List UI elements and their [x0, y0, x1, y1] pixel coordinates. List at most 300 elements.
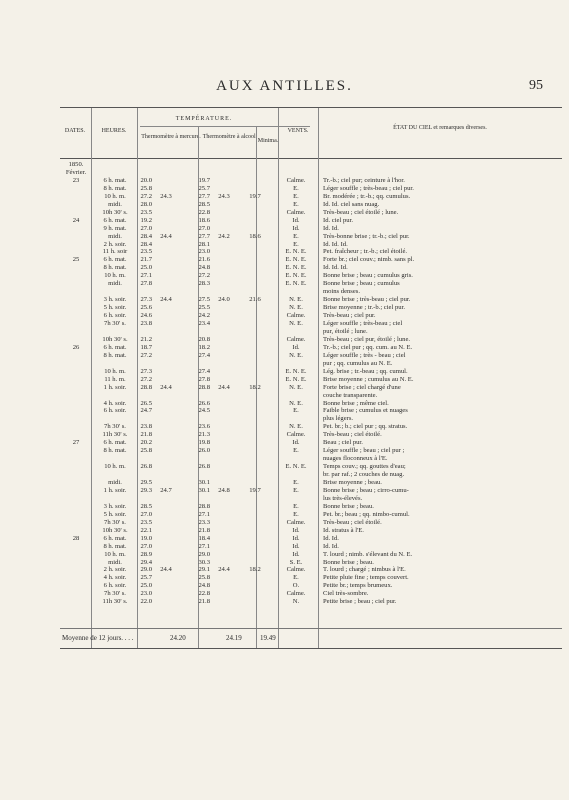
mercure-mean-cell: 24.7: [160, 486, 172, 494]
vent-cell: Calme.: [286, 590, 306, 598]
etat-cell: Petite pluie fine ; temps couvert.: [323, 574, 409, 582]
hour-cell: 6 h. mat.: [103, 343, 127, 351]
table-row: [60, 360, 562, 368]
vent-cell: N.: [292, 598, 300, 606]
hour-cell: 3 h. soir.: [103, 502, 127, 510]
table-row: [60, 264, 562, 272]
vent-cell: N. E.: [289, 423, 303, 431]
date-cell: 1850.: [68, 161, 84, 168]
mercure-value-cell: 27.8: [140, 280, 152, 288]
table-row: [60, 280, 562, 288]
table-row: [60, 225, 562, 233]
mercure-value-cell: 19.0: [140, 534, 152, 542]
vent-cell: Id.: [292, 224, 300, 232]
hour-cell: 4 h. soir.: [103, 574, 127, 582]
mercure-value-cell: 27.3: [140, 367, 152, 375]
mercure-mean-cell: 24.4: [160, 232, 172, 240]
etat-cell: Bonne brise ; beau.: [323, 558, 374, 566]
table-row: [60, 590, 562, 598]
table-row: [60, 511, 562, 519]
table-row: [60, 209, 562, 217]
hour-cell: 5 h. soir.: [103, 510, 127, 518]
page-title: AUX ANTILLES.: [216, 78, 353, 94]
table-row: [60, 519, 562, 527]
mercure-value-cell: 27.1: [140, 272, 152, 280]
hour-cell: 6 h. mat.: [103, 176, 127, 184]
table-row: [60, 551, 562, 559]
table-row: [60, 296, 562, 304]
hour-cell: 7h 30' s.: [104, 423, 126, 431]
mercure-value-cell: 29.0: [140, 566, 152, 574]
etat-cell: pur, étoilé ; lune.: [323, 327, 368, 335]
mercure-value-cell: 25.6: [140, 304, 152, 312]
hour-cell: 11 h. soir: [102, 248, 128, 256]
temperature-rule: [140, 126, 310, 127]
date-cell: 24: [72, 216, 80, 224]
mercure-value-cell: 28.5: [140, 502, 152, 510]
table-row: [60, 455, 562, 463]
alcool-value-cell: 27.1: [198, 542, 210, 550]
mercure-value-cell: 23.5: [140, 248, 152, 256]
average-alcool: 24.19: [226, 634, 242, 642]
vent-cell: Calme.: [286, 176, 306, 184]
minima-cell: 18.2: [249, 566, 261, 574]
hour-cell: 10 h. m.: [104, 272, 126, 280]
vent-cell: N. E.: [289, 296, 303, 304]
alcool-value-cell: 22.8: [198, 208, 210, 216]
vent-cell: E.: [293, 232, 299, 240]
alcool-value-cell: 28.1: [198, 240, 210, 248]
vent-cell: N. E.: [289, 399, 303, 407]
table-row: [60, 288, 562, 296]
table-row: [60, 185, 562, 193]
table-row: [60, 169, 562, 177]
minima-cell: 21.6: [249, 296, 261, 304]
vent-cell: N. E.: [289, 383, 303, 391]
vent-cell: E.: [293, 510, 299, 518]
table-row: [60, 535, 562, 543]
vent-cell: E.: [293, 502, 299, 510]
alcool-value-cell: 28.8: [198, 383, 210, 391]
table-row: [60, 352, 562, 360]
alcool-value-cell: 27.0: [198, 224, 210, 232]
vent-cell: N. E.: [289, 320, 303, 327]
etat-cell: Ciel très-sombre.: [323, 590, 369, 598]
etat-cell: Bonne brise ; beau.: [323, 502, 374, 510]
hour-cell: 6 h. soir.: [103, 407, 127, 415]
date-cell: 25: [72, 256, 80, 264]
vent-cell: E.: [293, 200, 299, 208]
alcool-value-cell: 27.8: [198, 375, 210, 383]
mercure-value-cell: 25.0: [140, 264, 152, 272]
alcool-value-cell: 24.8: [198, 582, 210, 590]
vent-cell: E. N. E.: [285, 463, 307, 471]
vent-cell: E. N. E.: [285, 264, 307, 272]
etat-cell: Pet. fraîcheur ; tr.-b.; ciel étoilé.: [323, 248, 408, 256]
etat-cell: Id. Id.: [323, 224, 339, 232]
etat-cell: nuages floconneux à l'E.: [323, 455, 388, 463]
hour-cell: 8 h. mat.: [103, 351, 127, 359]
vent-cell: Id.: [292, 550, 300, 558]
hour-cell: midi.: [108, 558, 122, 566]
hour-cell: 6 h. mat.: [103, 439, 127, 447]
mercure-value-cell: 28.8: [140, 383, 152, 391]
vent-cell: E. N. E.: [285, 367, 307, 375]
etat-cell: Bonne brise ; même ciel.: [323, 399, 389, 407]
header-thermo-alcool: Thermomètre à alcool.: [202, 134, 258, 140]
vent-cell: Calme.: [286, 208, 306, 216]
hour-cell: 10 h. m.: [104, 367, 126, 375]
average-mercure: 24.20: [170, 634, 186, 642]
etat-cell: T. lourd ; nimb. s'élevant du N. E.: [323, 550, 413, 558]
mercure-value-cell: 24.7: [140, 407, 152, 415]
mercure-value-cell: 27.0: [140, 510, 152, 518]
etat-cell: Bonne brise ; beau ; cirro-cumu-: [323, 486, 409, 494]
etat-cell: Id. Id.: [323, 534, 339, 542]
table-row: [60, 161, 562, 169]
vent-cell: Id.: [292, 534, 300, 542]
vent-cell: E.: [293, 447, 299, 455]
etat-cell: pur ; qq. cumulus au N. E.: [323, 359, 393, 367]
mercure-mean-cell: 24.3: [160, 192, 172, 200]
vent-cell: E. N. E.: [285, 375, 307, 383]
mercure-value-cell: 23.8: [140, 423, 152, 431]
hour-cell: 7h 30' s.: [104, 590, 126, 598]
etat-cell: Bonne brise ; beau ; cumulus gris.: [323, 272, 413, 280]
hour-cell: 10 h. m.: [104, 550, 126, 558]
header-etat: ÉTAT DU CIEL et remarques diverses.: [393, 125, 487, 131]
vent-cell: Id.: [292, 439, 300, 447]
hour-cell: 7h 30' s.: [104, 320, 126, 327]
table-row: [60, 177, 562, 185]
etat-cell: moins denses.: [323, 288, 360, 296]
alcool-value-cell: 30.1: [198, 479, 210, 486]
alcool-value-cell: 19.8: [198, 439, 210, 447]
table-row: [60, 415, 562, 423]
header-temperature: TEMPÉRATURE.: [175, 116, 233, 122]
etat-cell: Pet. br.; beau ; qq. nimbo-cumul.: [323, 510, 410, 518]
mercure-value-cell: 27.2: [140, 375, 152, 383]
header-vents: VENTS.: [287, 128, 309, 134]
alcool-value-cell: 26.8: [198, 463, 210, 471]
mercure-value-cell: 23.5: [140, 208, 152, 216]
alcool-value-cell: 22.8: [198, 590, 210, 598]
mercure-value-cell: 22.1: [140, 526, 152, 534]
table-row: [60, 487, 562, 495]
vent-cell: E. N. E.: [285, 280, 307, 288]
alcool-value-cell: 21.8: [198, 598, 210, 606]
mercure-value-cell: 25.8: [140, 447, 152, 455]
vent-cell: Calme.: [286, 431, 306, 439]
alcool-value-cell: 27.7: [198, 232, 210, 240]
hour-cell: 5 h. soir.: [103, 304, 127, 312]
alcool-value-cell: 26.6: [198, 399, 210, 407]
table-row: [60, 201, 562, 209]
alcool-value-cell: 28.3: [198, 280, 210, 288]
mercure-value-cell: 22.0: [140, 598, 152, 606]
date-cell: 27: [72, 439, 80, 447]
mercure-value-cell: 23.5: [140, 518, 152, 526]
mercure-value-cell: 21.7: [140, 256, 152, 264]
vent-cell: N. E.: [289, 351, 303, 359]
mercure-value-cell: 27.2: [140, 351, 152, 359]
vent-cell: Calme.: [286, 518, 306, 526]
etat-cell: Id. Id. ciel sans nuag.: [323, 200, 380, 208]
hour-cell: midi.: [108, 232, 122, 240]
etat-cell: Id. ciel pur.: [323, 216, 354, 224]
alcool-value-cell: 27.7: [198, 192, 210, 200]
etat-cell: br. par raf.; 2 couches de nuag.: [323, 471, 405, 479]
alcool-value-cell: 21.3: [198, 431, 210, 439]
etat-cell: Très-beau ; ciel étoilé.: [323, 431, 382, 439]
table-row: [60, 328, 562, 336]
table-row: [60, 272, 562, 280]
mercure-value-cell: 23.0: [140, 590, 152, 598]
alcool-mean-cell: 24.2: [218, 232, 230, 240]
table-row: [60, 447, 562, 455]
etat-cell: Léger souffle ; très - beau ; ciel: [323, 351, 406, 359]
table-row: [60, 344, 562, 352]
table-row: [60, 392, 562, 400]
hour-cell: 10h 30' s.: [102, 208, 128, 216]
mercure-value-cell: 27.2: [140, 192, 152, 200]
alcool-value-cell: 29.0: [198, 550, 210, 558]
alcool-value-cell: 28.8: [198, 502, 210, 510]
hour-cell: 3 h. soir.: [103, 296, 127, 304]
table-row: [60, 233, 562, 241]
etat-cell: Très-beau ; ciel étoilé ; lune.: [323, 208, 399, 216]
mercure-value-cell: 29.3: [140, 486, 152, 494]
table-row: [60, 543, 562, 551]
hour-cell: 7h 30' s.: [104, 518, 126, 526]
vent-cell: E.: [293, 486, 299, 494]
hour-cell: midi.: [108, 280, 122, 288]
table-row: [60, 368, 562, 376]
alcool-value-cell: 27.4: [198, 351, 210, 359]
mercure-value-cell: 25.0: [140, 582, 152, 590]
etat-cell: Lég. brise ; tr.-beau ; qq. cumul.: [323, 367, 408, 375]
table-header: [60, 108, 562, 159]
etat-cell: Id. Id. Id.: [323, 264, 348, 272]
mercure-value-cell: 28.4: [140, 232, 152, 240]
etat-cell: Faible brise ; cumulus et nuages: [323, 407, 408, 415]
alcool-mean-cell: 24.4: [218, 383, 230, 391]
alcool-value-cell: 20.8: [198, 335, 210, 343]
table-row: [60, 384, 562, 392]
etat-cell: Brise moyenne ; beau.: [323, 479, 382, 486]
etat-cell: T. lourd ; chargé ; nimbus à l'E.: [323, 566, 406, 574]
table-row: [60, 407, 562, 415]
etat-cell: Petite brise ; beau ; ciel pur.: [323, 598, 397, 606]
alcool-value-cell: 18.4: [198, 534, 210, 542]
etat-cell: couche transparente.: [323, 391, 378, 399]
alcool-value-cell: 27.4: [198, 367, 210, 375]
hour-cell: 1 h. soir.: [103, 486, 127, 494]
table-row: [60, 336, 562, 344]
table-row: [60, 527, 562, 535]
hour-cell: 4 h. soir.: [103, 399, 127, 407]
table-row: [60, 217, 562, 225]
etat-cell: Forte br.; ciel couv.; nimb. sans pl.: [323, 256, 415, 264]
date-cell: 26: [72, 343, 80, 351]
alcool-value-cell: 23.4: [198, 320, 210, 327]
page-header: [0, 78, 569, 98]
vent-cell: E.: [293, 192, 299, 200]
header-minima: Minima.: [257, 138, 279, 144]
alcool-value-cell: 19.7: [198, 176, 210, 184]
etat-cell: Très-beau ; ciel pur.: [323, 312, 376, 320]
hour-cell: 10 h. m.: [104, 463, 126, 471]
mercure-mean-cell: 24.4: [160, 296, 172, 304]
vent-cell: E.: [293, 574, 299, 582]
vent-cell: Calme.: [286, 566, 306, 574]
vent-cell: E. N. E.: [285, 256, 307, 264]
hour-cell: 6 h. mat.: [103, 256, 127, 264]
etat-cell: Bonne brise ; très-beau ; ciel pur.: [323, 296, 411, 304]
vent-cell: E.: [293, 479, 299, 486]
hour-cell: 9 h. mat.: [103, 224, 127, 232]
alcool-value-cell: 24.8: [198, 264, 210, 272]
etat-cell: Bonne brise ; beau ; cumulus: [323, 280, 400, 288]
table-row: [60, 463, 562, 471]
etat-cell: Très-bonne brise ; tr.-b.; ciel pur.: [323, 232, 410, 240]
mercure-value-cell: 28.9: [140, 550, 152, 558]
header-dates: DATES.: [64, 128, 86, 134]
hour-cell: 6 h. soir.: [103, 582, 127, 590]
etat-cell: lus très-élevés.: [323, 494, 363, 502]
vent-cell: O.: [292, 582, 300, 590]
meteorological-table: [60, 107, 562, 649]
mercure-value-cell: 28.0: [140, 200, 152, 208]
alcool-mean-cell: 24.3: [218, 192, 230, 200]
table-row: [60, 495, 562, 503]
header-thermo-mercure: Thermomètre à mercure.: [141, 134, 201, 140]
date-cell: Février.: [65, 168, 87, 176]
date-cell: 23: [72, 176, 80, 184]
hour-cell: midi.: [108, 200, 122, 208]
table-row: [60, 598, 562, 606]
hour-cell: 2 h. soir.: [103, 566, 127, 574]
mercure-mean-cell: 24.4: [160, 383, 172, 391]
alcool-value-cell: 24.5: [198, 407, 210, 415]
etat-cell: Forte brise ; ciel chargé d'une: [323, 383, 401, 391]
hour-cell: 11h 30' s.: [102, 598, 128, 606]
alcool-value-cell: 21.8: [198, 526, 210, 534]
table-row: [60, 193, 562, 201]
alcool-value-cell: 28.5: [198, 200, 210, 208]
minima-cell: 19.7: [249, 486, 261, 494]
page-number: 95: [529, 78, 543, 93]
hour-cell: 8 h. mat.: [103, 542, 127, 550]
table-row: [60, 376, 562, 384]
etat-cell: Brise moyenne ; tr.-b.; ciel pur.: [323, 304, 406, 312]
table-row: [60, 431, 562, 439]
etat-cell: Tr.-b.; ciel pur; ceinture à l'hor.: [323, 176, 405, 184]
etat-cell: Léger souffle ; très-beau ; ciel: [323, 320, 403, 327]
table-row: [60, 312, 562, 320]
vent-cell: E.: [293, 407, 299, 415]
mercure-value-cell: 18.7: [140, 343, 152, 351]
vent-cell: Calme.: [286, 312, 306, 320]
hour-cell: 10h 30' s.: [102, 335, 128, 343]
etat-cell: Tr.-b.; ciel pur ; qq. cum. au N. E.: [323, 343, 413, 351]
mercure-value-cell: 29.5: [140, 479, 152, 486]
table-row: [60, 400, 562, 408]
etat-cell: Brise moyenne ; cumulus au N. E.: [323, 375, 414, 383]
hour-cell: 2 h. soir.: [103, 240, 127, 248]
mercure-value-cell: 27.0: [140, 224, 152, 232]
etat-cell: Beau ; ciel pur.: [323, 439, 363, 447]
mercure-value-cell: 21.2: [140, 335, 152, 343]
table-row: [60, 423, 562, 431]
table-row: [60, 479, 562, 487]
table-row: [60, 566, 562, 574]
mercure-value-cell: 29.4: [140, 558, 152, 566]
etat-cell: Très-beau ; ciel étoilé.: [323, 518, 382, 526]
minima-cell: 18.2: [249, 383, 261, 391]
vent-cell: E.: [293, 240, 299, 248]
mercure-value-cell: 20.0: [140, 176, 152, 184]
etat-cell: Très-beau ; ciel pur, étoilé ; lune.: [323, 335, 411, 343]
mercure-value-cell: 21.8: [140, 431, 152, 439]
table-row: [60, 320, 562, 328]
mercure-value-cell: 25.7: [140, 574, 152, 582]
header-heures: HEURES.: [101, 128, 127, 134]
vent-cell: Id.: [292, 216, 300, 224]
hour-cell: 8 h. mat.: [103, 447, 127, 455]
hour-cell: 1 h. soir.: [103, 383, 127, 391]
alcool-mean-cell: 24.4: [218, 566, 230, 574]
alcool-value-cell: 25.8: [198, 574, 210, 582]
vent-cell: Id.: [292, 343, 300, 351]
vent-cell: N. E.: [289, 304, 303, 312]
mercure-value-cell: 24.6: [140, 312, 152, 320]
etat-cell: Id. Id. Id.: [323, 240, 348, 248]
hour-cell: 11h 30' s.: [102, 431, 128, 439]
hour-cell: 11 h. m.: [104, 375, 126, 383]
alcool-value-cell: 21.6: [198, 256, 210, 264]
vent-cell: E. N. E.: [285, 248, 307, 256]
vent-cell: Id.: [292, 526, 300, 534]
vent-cell: Id.: [292, 542, 300, 550]
mercure-value-cell: 28.4: [140, 240, 152, 248]
alcool-value-cell: 30.3: [198, 558, 210, 566]
alcool-mean-cell: 24.8: [218, 486, 230, 494]
etat-cell: Br. modérée ; tr.-b.; qq. cumulus.: [323, 192, 411, 200]
mercure-value-cell: 26.5: [140, 399, 152, 407]
hour-cell: midi.: [108, 479, 122, 486]
alcool-mean-cell: 24.0: [218, 296, 230, 304]
etat-cell: Id. Id.: [323, 542, 339, 550]
hour-cell: 6 h. mat.: [103, 216, 127, 224]
alcool-value-cell: 23.3: [198, 518, 210, 526]
average-row: [60, 628, 562, 645]
hour-cell: 8 h. mat.: [103, 264, 127, 272]
table-row: [60, 559, 562, 567]
table-row: [60, 241, 562, 249]
alcool-value-cell: 18.2: [198, 343, 210, 351]
etat-cell: Pet. br.; b.; ciel pur ; qq. stratus.: [323, 423, 408, 431]
alcool-value-cell: 27.5: [198, 296, 210, 304]
table-row: [60, 582, 562, 590]
mercure-value-cell: 20.2: [140, 439, 152, 447]
alcool-value-cell: 23.0: [198, 248, 210, 256]
mercure-value-cell: 23.8: [140, 320, 152, 327]
hour-cell: 6 h. soir.: [103, 312, 127, 320]
mercure-value-cell: 26.8: [140, 463, 152, 471]
etat-cell: Léger souffle ; très-beau ; ciel pur.: [323, 184, 414, 192]
mercure-value-cell: 27.0: [140, 542, 152, 550]
